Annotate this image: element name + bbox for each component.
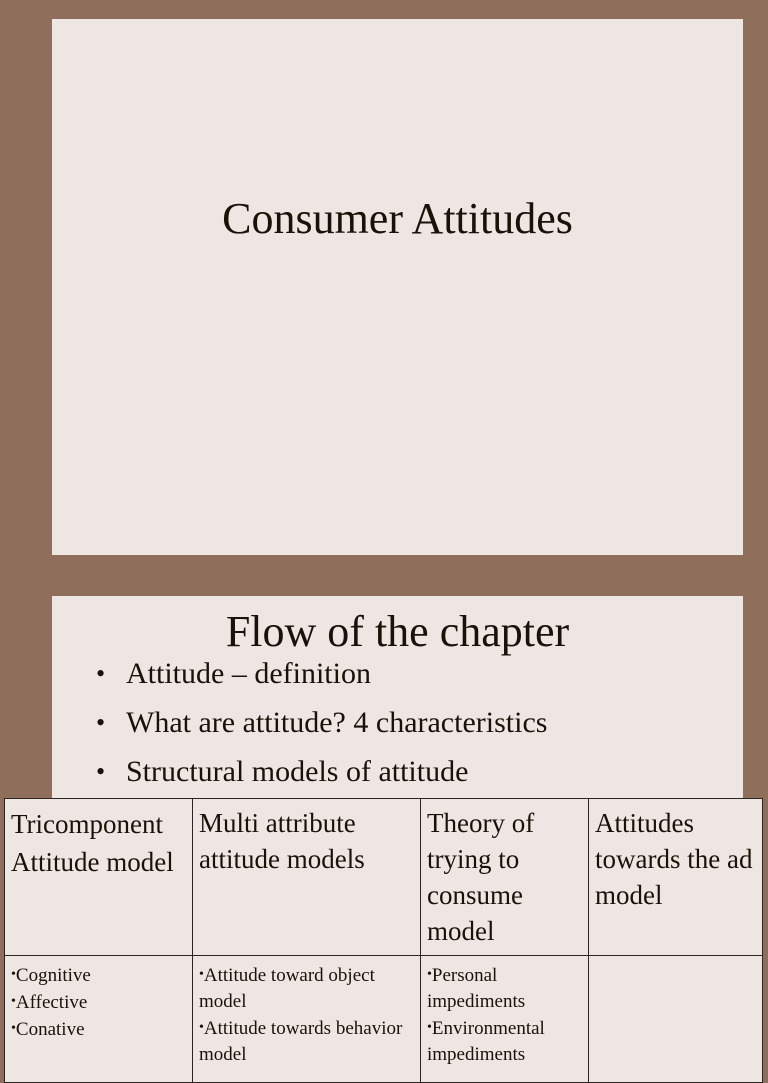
cell-item: • Conative — [11, 1016, 186, 1043]
cell-item: • Attitude toward object model — [199, 962, 414, 1015]
table-header-cell: Multi attribute attitude models — [193, 799, 421, 956]
bullet-item: • Attitude – definition — [96, 650, 547, 699]
cell-item: • Affective — [11, 989, 186, 1016]
bullet-item: • What are attitude? 4 characteristics — [96, 699, 547, 748]
table-header-cell: Theory of trying to consume model — [421, 799, 589, 956]
models-table — [4, 798, 762, 1065]
bullet-item: • Structural models of attitude — [96, 748, 547, 797]
table-row — [5, 956, 763, 1083]
table-cell — [5, 956, 193, 1083]
cell-item: • Personal impediments — [427, 962, 582, 1015]
table-cell — [193, 956, 421, 1083]
table-cell — [589, 956, 763, 1083]
cell-item: • Environmental impediments — [427, 1015, 582, 1068]
slide-1 — [52, 19, 743, 555]
slide-title: Flow of the chapter — [225, 607, 570, 656]
bullet-list — [96, 650, 547, 797]
cell-item: • Attitude towards behavior model — [199, 1015, 414, 1068]
cell-item: • Cognitive — [11, 962, 186, 989]
table-header-cell: Attitudes towards the ad model — [589, 799, 763, 956]
table-cell — [421, 956, 589, 1083]
table-header-cell: Tricomponent Attitude model — [5, 799, 193, 956]
slide-title: Consumer Attitudes — [222, 194, 573, 243]
